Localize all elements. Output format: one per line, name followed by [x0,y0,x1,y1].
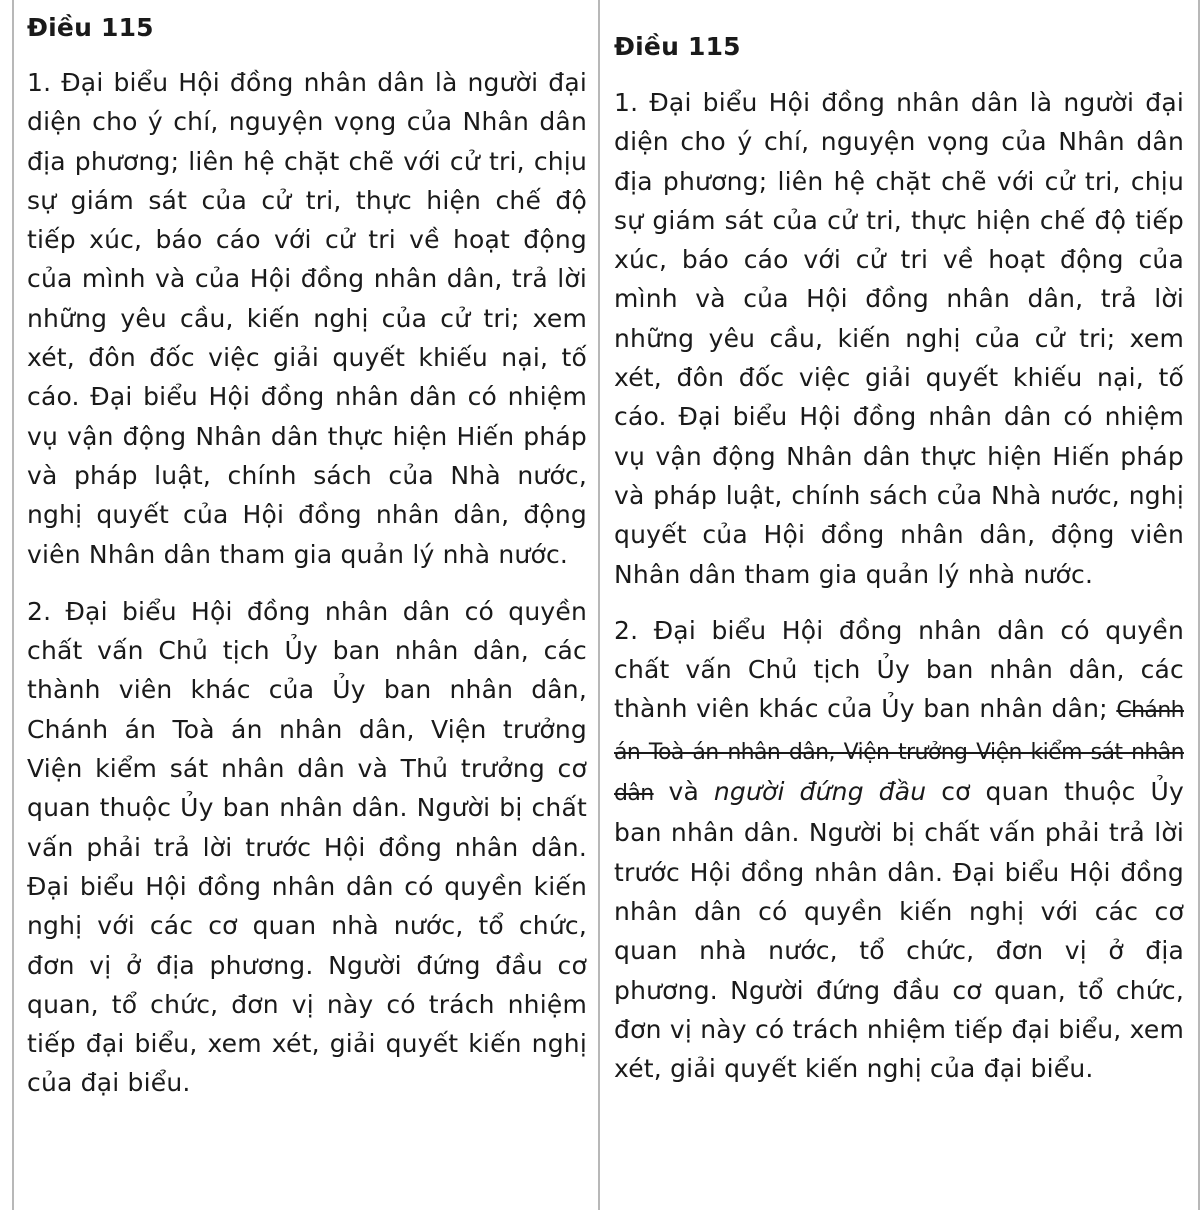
original-text-column [27,0,587,1121]
clause-1: 1. Đại biểu Hội đồng nhân dân là người đại diện cho ý chí, nguyện vọng của Nhân dân địa phương; liên hệ chặt chẽ với cử tri, chịu sự giám sát của cử tri, thực hiện chế độ tiếp xúc, báo cáo với cử tri về hoạt động của mình và của Hội đồng nhân dân, trả lời những yêu cầu, kiến nghị của cử tri; xem xét, đôn đốc việc giải quyết khiếu nại, tố cáo. Đại biểu Hội đồng nhân dân có nhiệm vụ vận động Nhân dân thực hiện Hiến pháp và pháp luật, chính sách của Nhà nước, nghị quyết của Hội đồng nhân dân, động viên Nhân dân tham gia quản lý nhà nước. [614,88,1184,589]
clause-2: 2. Đại biểu Hội đồng nhân dân có quyền chất vấn Chủ tịch Ủy ban nhân dân, các thành viên khác của Ủy ban nhân dân, Chánh án Toà án nhân dân, Viện trưởng Viện kiểm sát nhân dân và Thủ trưởng cơ quan thuộc Ủy ban nhân dân. Người bị chất vấn phải trả lời trước Hội đồng nhân dân. Đại biểu Hội đồng nhân dân có quyền kiến nghị với các cơ quan nhà nước, tổ chức, đơn vị ở địa phương. Người đứng đầu cơ quan, tổ chức, đơn vị này có trách nhiệm tiếp đại biểu, xem xét, giải quyết kiến nghị của đại biểu. [27,596,587,1098]
column-divider [598,0,600,1210]
inserted-text: người đứng đầu [713,777,927,807]
article-title: Điều 115 [614,32,741,61]
amended-text-column [614,0,1184,1105]
clause-1: 1. Đại biểu Hội đồng nhân dân là người đại diện cho ý chí, nguyện vọng của Nhân dân địa phương; liên hệ chặt chẽ với cử tri, chịu sự giám sát của cử tri, thực hiện chế độ tiếp xúc, báo cáo với cử tri về hoạt động của mình và của Hội đồng nhân dân, trả lời những yêu cầu, kiến nghị của cử tri; xem xét, đôn đốc việc giải quyết khiếu nại, tố cáo. Đại biểu Hội đồng nhân dân có nhiệm vụ vận động Nhân dân thực hiện Hiến pháp và pháp luật, chính sách của Nhà nước, nghị quyết của Hội đồng nhân dân, động viên Nhân dân tham gia quản lý nhà nước. [27,68,587,569]
article-title: Điều 115 [27,13,154,42]
deleted-text: Chánh án Toà án nhân dân, Viện trưởng Viện kiểm sát nhân dân [614,698,1185,807]
clause-2-text-end: cơ quan thuộc Ủy ban nhân dân. Người bị chất vấn phải trả lời trước Hội đồng nhân dân. Đại biểu Hội đồng nhân dân có quyền kiến nghị với các cơ quan nhà nước, tổ chức, đơn vị ở địa phương. Người đứng đầu cơ quan, tổ chức, đơn vị này có trách nhiệm tiếp đại biểu, xem xét, giải quyết kiến nghị của đại biểu. [614,777,1184,1084]
clause-2-text-mid: và [653,777,714,807]
clause-2 [614,611,1184,1089]
clause-2-text-start: 2. Đại biểu Hội đồng nhân dân có quyền chất vấn Chủ tịch Ủy ban nhân dân, các thành viên khác của Ủy ban nhân dân; [614,615,1184,724]
